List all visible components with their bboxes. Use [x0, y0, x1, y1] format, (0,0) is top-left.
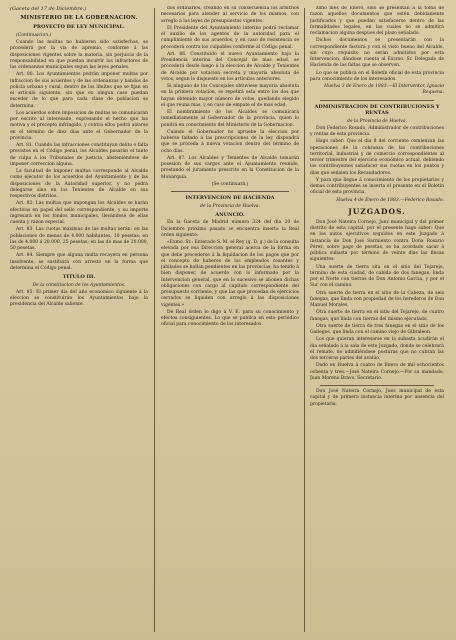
paragraph: Cuando las multas no hubieren sido satisfechas, se procederá por la via de apremio, conforme á las disposiciones vigentes sobre la materia, sin perjuicio de la responsabilidad en que puedan incurrir los infractores de las ordenanzas municipales segun las leyes penales.	[10, 40, 148, 70]
administration-subheading: de la Provincia de Huelva.	[347, 118, 407, 124]
paragraph: La facultad de imponer multas corresponde al Alcalde como ejecutor de los acuerdos del Ayuntamiento y de las disposiciones de la Autoridad superior, y no podrá delegarse sino en los Tenientes de Alcalde en sus respectivos distritos.	[10, 169, 148, 199]
paragraph: Art. 83. Las cuotas máximas de las multas serán: en las poblaciones de menos de 4.000 habitantes, 10 pesetas; en las de 4.000 á 20.000, 25 pesetas; en las de mas de 20.000, 50 pesetas.	[10, 227, 148, 251]
paragraph: Otra suerte de tierra en el sitio de la Cabeza, de seis fanegas, que linda con propiedad de los herederos de Don Manuel Morales.	[310, 290, 444, 308]
paragraph: Art. 81. Cuando las infracciones constituyan delito o falta previstos en el Código penal, los Alcaldes pasarán el tanto de culpa á los Tribunales de justicia, absteniéndose de imponer correccion alguna.	[10, 143, 148, 167]
paragraph: Los acuerdos sobre imposicion de multas se comunicarán por escrito al interesado, expresando el hecho que las motiva y el precepto infringido, y contra ellos podrá alzarse en el término de diez dias ante el Gobernador de la provincia.	[10, 110, 148, 141]
section-divider	[320, 100, 434, 101]
paragraph: Art. 86. Constituido el nuevo Ayuntamiento bajo la Presidencia interina del Concejal de mas edad, se procederá desde luego á la eleccion de Alcalde y Tenientes de Alcalde por votacion secreta y mayoría absoluta de votos, segun lo dispuesto en los artículos anteriores.	[161, 51, 299, 82]
column-right	[310, 6, 444, 636]
notice-heading: ANUNCIO.	[215, 211, 245, 218]
paragraph: Art. 84. Siempre que alguna multa recayera en persona insolvente, se sustituirá con arresto en la forma que determina el Código penal.	[10, 253, 148, 271]
paragraph: zimo mes de Enero, solo se presentan á la toma de razon aquellos documentos que estén debidamente justificados y que puedan satisfacerse dentro de las formalidades legales, en las cuales no se admitirá reclamacion alguna despues del plazo señalado.	[310, 6, 444, 36]
paragraph: Art. 82. Las multas que impongan los Alcaldes se harán efectivas en papel del sello correspondiente, y su importe ingresará en los fondos municipales, llevándose de ellas cuenta y razon especial.	[10, 201, 148, 225]
paragraph: Otra suerte de tierra de tres fanegas en el sitio de los Gallegos, que linda con el camino viejo de Gibraleon.	[310, 323, 444, 335]
paragraph: dos ordinarios, creando en su consecuencia los arbitrios necesarios para atender al servicio de los mismos, con arreglo á las leyes de presupuestos vigentes.	[161, 6, 299, 24]
intervention-subheading: de la Provincia de Huelva.	[200, 203, 260, 209]
paragraph: El nombramiento de los Alcaldes se comunicará inmediatamente al Gobernador de la provincia, quien lo pondrá en conocimiento del Ministerio de la Gobernacion.	[161, 110, 299, 128]
paragraph: Los que quieran interesarse en la subasta acudirán el dia señalado á la sala de este Juzgado, donde se celebrará el remate, no admitiéndose posturas que no cubran las dos terceras partes del avalúo.	[310, 337, 444, 361]
section-divider	[320, 385, 434, 386]
paragraph: Art. 80. Los Ayuntamientos podrán imponer multas por infraccion de sus acuerdos y de las ordenanzas y bandos de policía urbana y rural, dentro de los límites que se fijan en el artículo siguiente, sin que en ningun caso puedan exceder de lo que para cada clase de poblacion se determina.	[10, 72, 148, 109]
paragraph: Hago saber: Que el dia 8 del corriente comienzan las operaciones de la cobranza de las contribuciones territorial, industrial y de comercio correspondientes al tercer trimestre del ejercicio económico actual, debiendo los contribuyentes satisfacer sus cuotas en los puntos y dias que señalen los Recaudadores.	[310, 139, 444, 176]
project-heading: PROYECTO DE LEY MUNICIPAL.	[33, 24, 125, 31]
paragraph: Una suerte de tierra sita en el sitio del Tejarejo, término de esta ciudad, de cabida de dos fanegas, linda por el Norte con tierras de Don Antonio Garcia, y por el Sur con el camino.	[310, 264, 444, 289]
paragraph: En la Gaceta de Madrid número 324 del dia 20 de Diciembre próximo pasado se encuentra inserta la Real órden siguiente:	[161, 220, 299, 238]
title-subheading: De la constitucion de los Ayuntamientos.	[32, 282, 126, 288]
section-divider	[171, 191, 289, 192]
paragraph: El Presidente del Ayuntamiento interino podrá reclamar el auxilio de los agentes de la autoridad para el cumplimiento de sus acuerdos, y en caso de resistencia se procederá contra los culpables conforme al Código penal.	[161, 25, 299, 50]
paragraph: Cuando el Gobernador no apruebe la eleccion por haberse faltado á las prescripciones de la ley, dispondrá que se proceda á nueva votacion dentro del término de ocho dias.	[161, 129, 299, 154]
paragraph: Dichos documentos se presentarán con la correspondiente factura y con el visto bueno del Alcalde, sin cuyo requisito no serán admitidos por esta Intervencion, dándose cuenta al Excmo. Sr. Delegado de Hacienda de las faltas que se observen.	[310, 38, 444, 69]
administration-heading: ADMINISTRACION DE CONTRIBUCIONES Y RENTAS	[314, 103, 440, 116]
title-heading: TITULO III.	[62, 274, 96, 280]
paragraph: Don José Nateira Cornejo, Juez municipal de esta capital y de primera instancia interina por ausencia del propietario.	[310, 389, 444, 407]
column-divider	[304, 8, 305, 632]
ministry-heading: MINISTERIO DE LA GOBERNACION.	[20, 15, 138, 22]
paragraph: Si ninguno de los Concejales obtuviese mayoría absoluta en la primera votacion, se repetirá esta entre los dos que hayan obtenido mayor número de votos, quedando elegido el que reuna mas, y en caso de empate el de mas edad.	[161, 84, 299, 108]
continuation-label: (Continuacion.)	[16, 32, 52, 38]
paragraph: De Real órden lo digo á V. E. para su conocimiento y efectos consiguientes. Lo que se publica en este periódico oficial para conocimiento de los interesados.	[161, 309, 299, 328]
column-left	[10, 6, 148, 636]
paragraph: «Exmo. Sr.: Enterado S. M. el Rey (q. D. g.) de la consulta elevada por esa Direccion general acerca de la forma en que debe procederse á la liquidacion de los pagos que por el concepto de haberes de los empleados cesantes y jubilados se hallan pendientes en las provincias, ha tenido á bien disponer, de acuerdo con lo informado por la Intervencion general, que en lo sucesivo se abonen dichas obligaciones con cargo al capítulo correspondiente del presupuesto corriente, y que las que procedan de ejercicios cerrados se liquiden con arreglo á las disposiciones vigentes.»	[161, 240, 299, 308]
paragraph: Dado en Huelva á cuatro de Enero de mil ochocientos ochenta y tres.—José Nateira Cornejo.—Por su mandado, Juan Moreno Bravo, Secretario.	[310, 363, 444, 381]
paragraph: Otra suerte de tierra en el sitio del Tejarejo, de cuatro fanegas, que linda con tierras del mismo ejecutado.	[310, 310, 444, 322]
paragraph: Don José Nateira Cornejo, Juez municipal y del primer distrito de esta capital, por el presente hago saber: Que en los autos ejecutivos seguidos en este Juzgado á instancia de Don José Sarmiento contra Doña Rosario Pérez, sobre pago de pesetas, se ha acordado sacar á pública subasta por término de veinte dias las fincas siguientes:	[310, 219, 444, 263]
column-divider	[154, 8, 155, 632]
paragraph: Art. 87. Los Alcaldes y Tenientes de Alcalde tomarán posesion de sus cargos ante el Ayuntamiento reunido, prestando el juramento prescrito en la Constitucion de la Monarquía.	[161, 155, 299, 180]
paragraph: Lo que se publica en el Boletín oficial de esta provincia para conocimiento de los interesados.	[310, 70, 444, 82]
signature-line: Huelva 4 de Enero de 1883.—Federico Rosado.	[336, 197, 444, 203]
column-middle	[161, 6, 299, 636]
paragraph: Art. 85. El primer dia del año económico siguiente á la eleccion se constituirán los Ayuntamientos bajo la presidencia del Alcalde saliente.	[10, 289, 148, 308]
courts-heading: JUZGADOS.	[348, 206, 406, 216]
intervention-heading: INTERVENCION DE HACIENDA	[185, 195, 275, 201]
continues-label: (Se continuará.)	[211, 181, 249, 187]
signature-line: Huelva 3 de Enero de 1883.—El Interventor, Ignacio Requena.	[324, 84, 444, 96]
gazette-dateline: (Gaceta del 17 de Diciembre.)	[10, 6, 87, 12]
paragraph: Y para que llegue á conocimiento de los propietarios y demas contribuyentes se inserta el presente en el Boletín oficial de esta provincia.	[310, 177, 444, 196]
paragraph: Don Federico Rosado, Administrador de contribuciones y rentas de esta provincia.	[310, 125, 444, 137]
